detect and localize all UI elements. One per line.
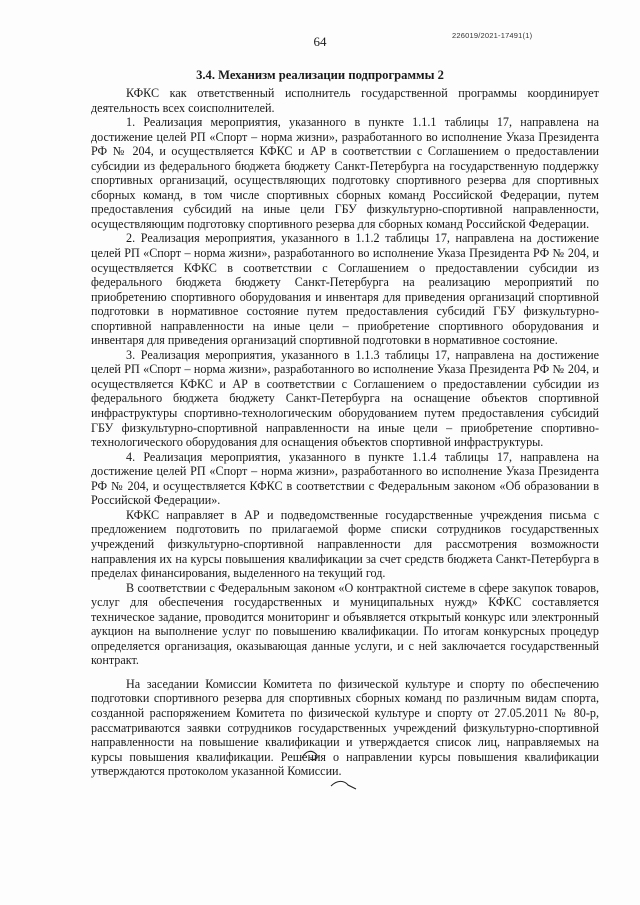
paragraph-letters: КФКС направляет в АР и подведомственные государственные учреждения письма с предложением подготовить по прилагаемой форме списки сотрудников государственных учреждений физкультурно-спортивной направленности для рассмотрения возможности направления их на курсы повышения квалификации за счет средств бюджета Санкт-Петербурга в пределах финансирования, выделенного на текущий год. (91, 507, 599, 581)
paragraph-procurement: В соответствии с Федеральным законом «О контрактной системе в сфере закупок товаров, услуг для обеспечения государственных и муниципальных нужд» КФКС составляется техническое задание, проводится мониторинг и объявляется открытый конкурс или электронный аукцион на выполнение услуг по повышению квалификации. По итогам конкурсных процедур определяется организация, оказывающая данные услуги, и с ней заключается государственный контракт. (91, 580, 599, 668)
paragraph-intro: КФКС как ответственный исполнитель государственной программы координирует деятельность всех соисполнителей. (91, 86, 599, 115)
page-number: 64 (313, 34, 327, 49)
paragraph-item-2: 2. Реализация мероприятия, указанного в 1.1.2 таблицы 17, направлена на достижение целей РП «Спорт – норма жизни», разработанного во исполнение Указа Президента РФ № 204, и осуществляется КФКС в соответствии с Соглашением о предоставлении субсидии из федерального бюджета бюджету Санкт-Петербурга на реализацию мероприятий по приобретению спортивного оборудования и инвентаря для приведения организаций спортивной подготовки в нормативное состояние путем предоставления субсидий ГБУ физкультурно-спортивной направленности на иные цели – приобретение спортивного оборудования и инвентаря для приведения организаций спортивной подготовки в нормативное состояние. (91, 231, 599, 348)
handwritten-correction-mark-2 (330, 777, 358, 791)
body-text (91, 86, 599, 779)
paragraph-item-4: 4. Реализация мероприятия, указанного в пункте 1.1.4 таблицы 17, направлена на достижение целей РП «Спорт – норма жизни», разработанного во исполнение Указа Президента РФ № 204, и осуществляется КФКС в соответствии с Федеральным законом «Об образовании в Российской Федерации». (91, 449, 599, 508)
paragraph-item-3: 3. Реализация мероприятия, указанного в 1.1.3 таблицы 17, направлена на достижение целей РП «Спорт – норма жизни», разработанного во исполнение Указа Президента РФ № 204, и осуществляется КФКС и АР в соответствии с Соглашением о предоставлении субсидии из федерального бюджета бюджету Санкт-Петербурга на оснащение объектов спортивной инфраструктуры спортивно-технологическим оборудованием путем предоставления субсидий ГБУ физкультурно-спортивной направленности на иные цели – приобретение спортивно-технологического оборудования для оснащения объектов спортивной инфраструктуры. (91, 347, 599, 450)
section-title: 3.4. Механизм реализации подпрограммы 2 (196, 68, 444, 82)
paragraph-item-1: 1. Реализация мероприятия, указанного в пункте 1.1.1 таблицы 17, направлена на достижение целей РП «Спорт – норма жизни», разработанного во исполнение Указа Президента РФ № 204, и осуществляется КФКС и АР в соответствии с Соглашением о предоставлении субсидии из федерального бюджета бюджету Санкт-Петербурга на государственную поддержку спортивных организаций, осуществляющих подготовку спортивного резерва для спортивных сборных команд, в том числе спортивных сборных команд Российской Федерации, путем предоставления субсидий на иные цели ГБУ физкультурно-спортивной направленности, осуществляющим подготовку спортивного резерва для сборных команд Российской Федерации. (91, 115, 599, 231)
paragraph-commission: На заседании Комиссии Комитета по физической культуре и спорту по обеспечению подготовки спортивного резерва для спортивных сборных команд по различным видам спорта, созданной распоряжением Комитета по физической культуре и спорту от 27.05.2011 № 80-р, рассматриваются заявки сотрудников государственных учреждений физкультурно-спортивной направленности на повышение квалификации и утверждается список лиц, направляемых на курсы повышения квалификации. Решения о направлении курсы повышения квалификации утверждаются протоколом указанной Комиссии. (91, 676, 599, 779)
document-id: 226019/2021-17491(1) (452, 31, 533, 40)
